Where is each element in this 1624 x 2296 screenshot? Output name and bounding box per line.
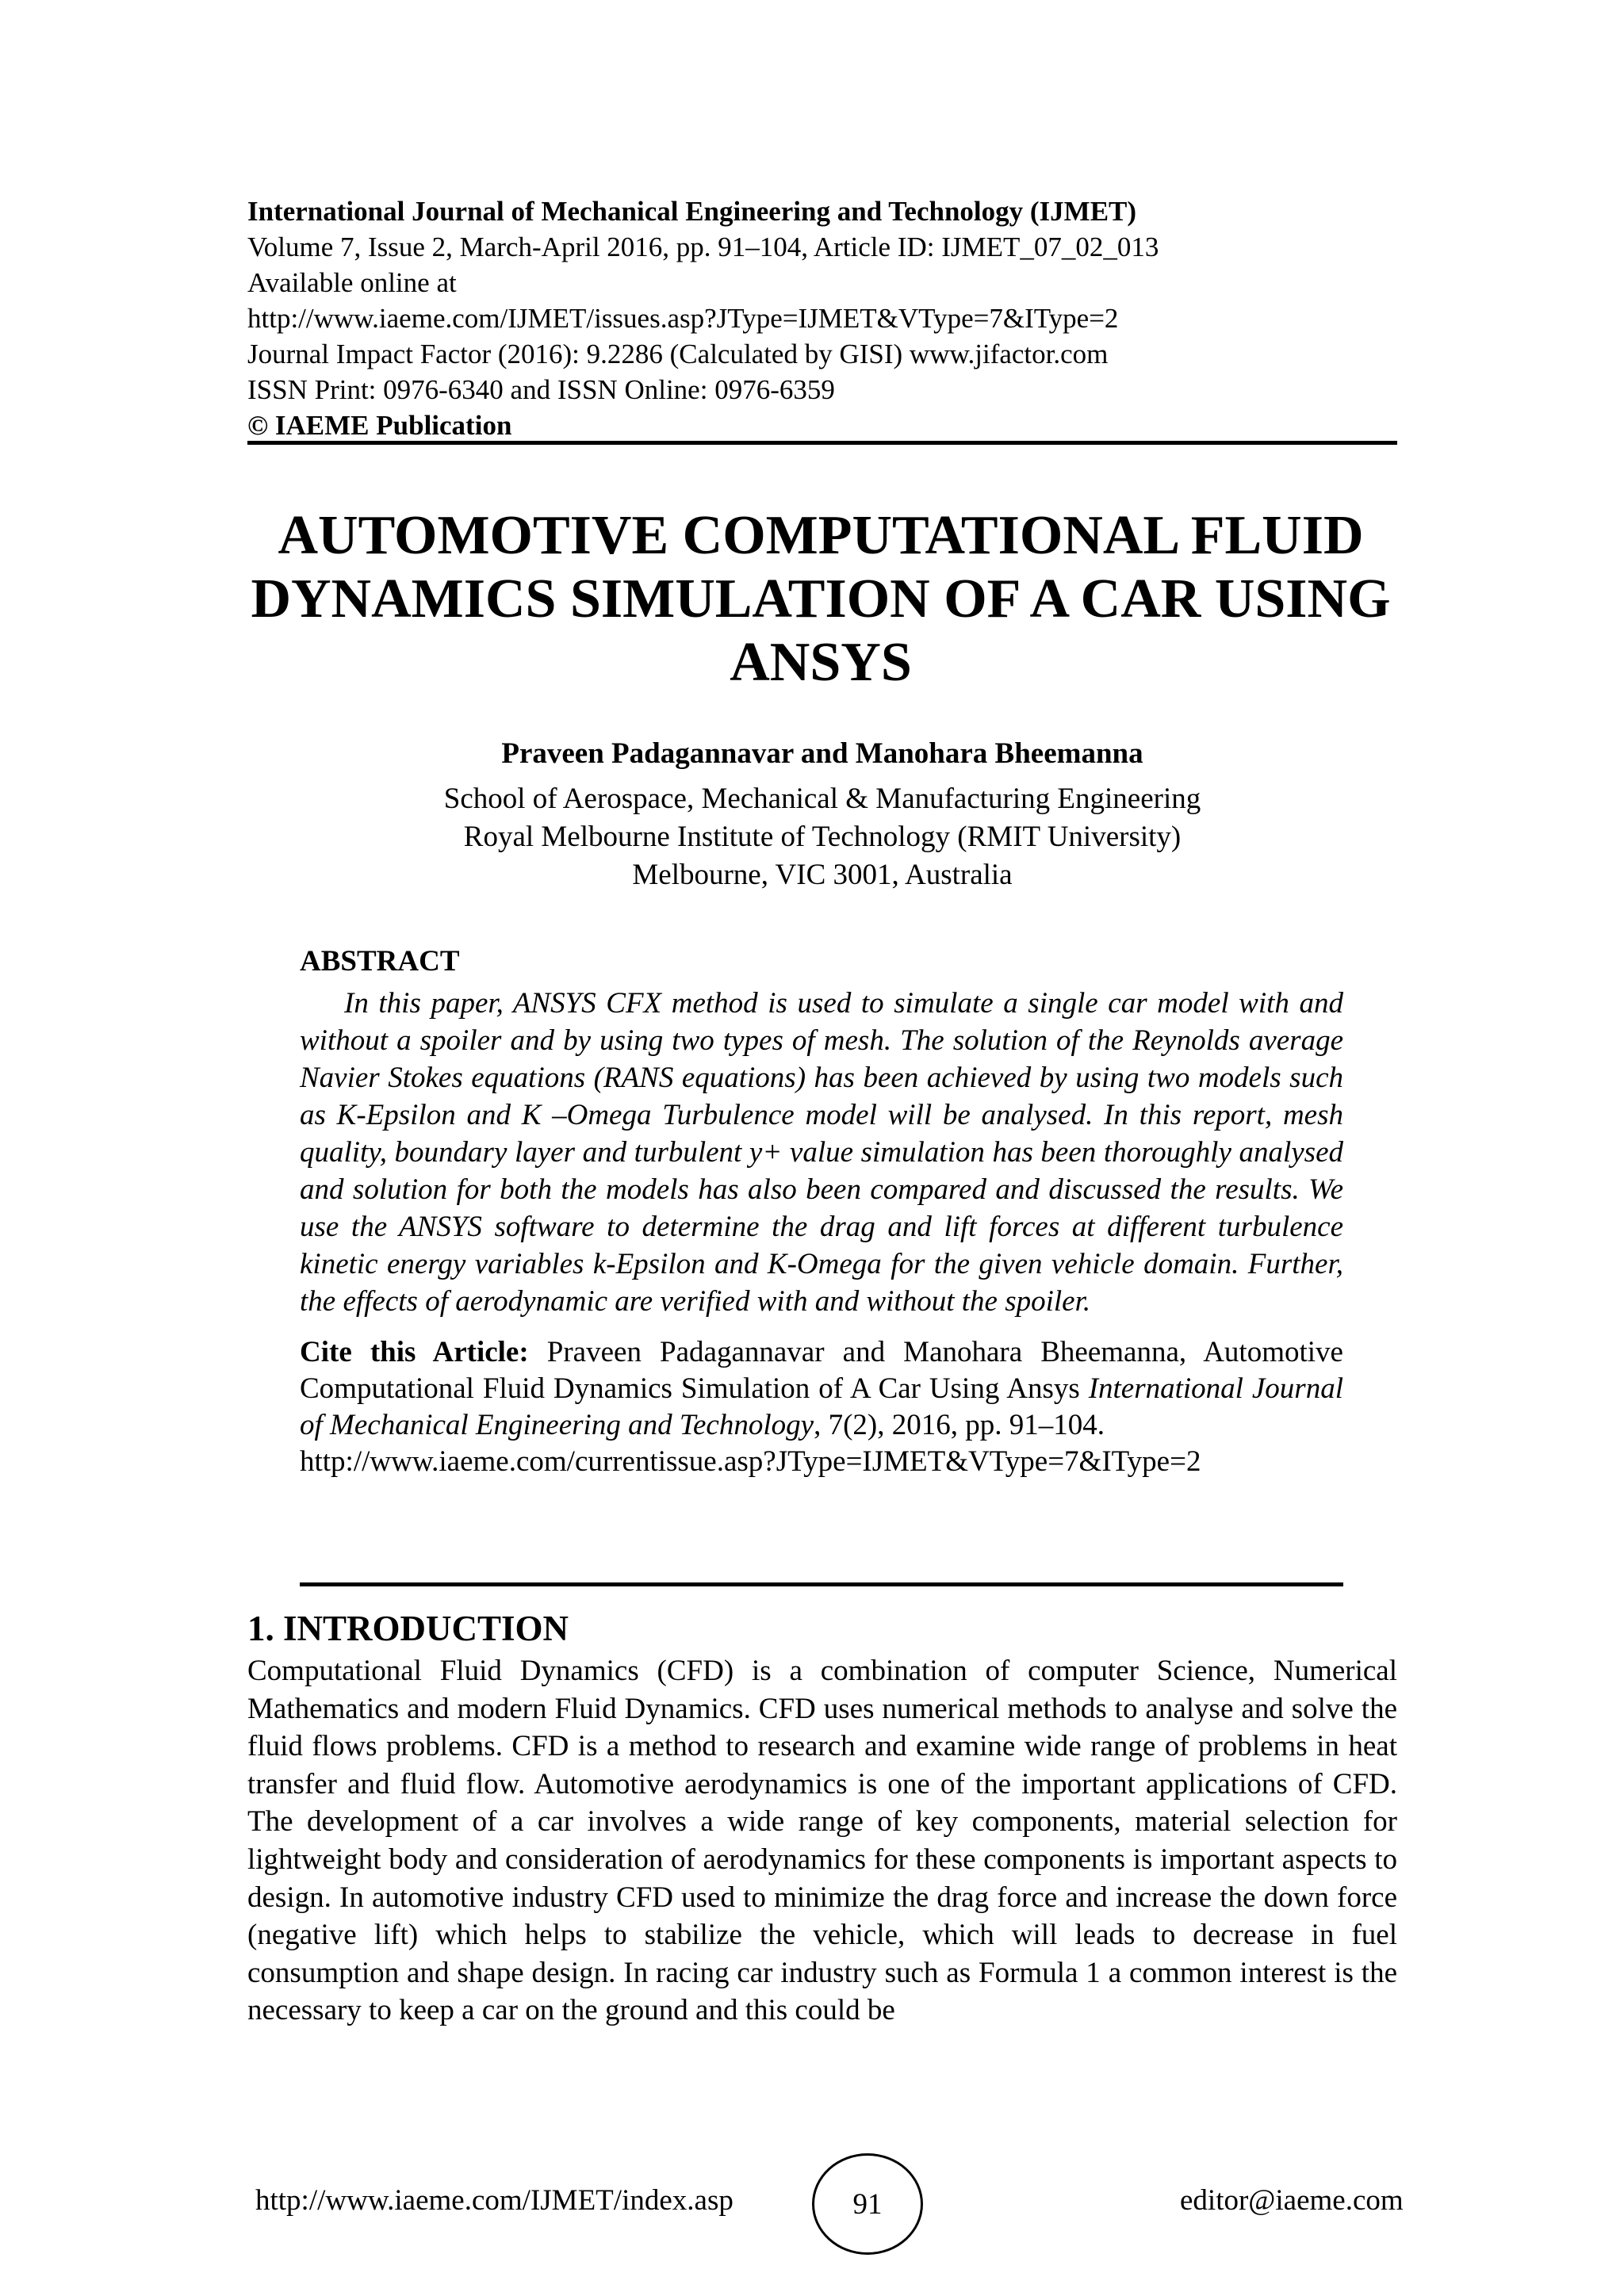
abstract-block	[300, 943, 1343, 1480]
title-line: AUTOMOTIVE COMPUTATIONAL FLUID	[278, 505, 1364, 566]
available-online: Available online at	[247, 267, 457, 298]
page-number: 91	[852, 2187, 883, 2221]
publisher-copyright: © IAEME Publication	[247, 410, 512, 441]
volume-info: Volume 7, Issue 2, March-April 2016, pp. 91–104, Article ID: IJMET_07_02_013	[247, 232, 1159, 262]
introduction-section	[247, 1606, 1397, 2030]
issue-url[interactable]: http://www.iaeme.com/IJMET/issues.asp?JType=IJMET&VType=7&IType=2	[247, 303, 1119, 334]
affiliation-line: Melbourne, VIC 3001, Australia	[632, 859, 1013, 891]
page-number-circle	[812, 2153, 923, 2255]
affiliation-line: School of Aerospace, Mechanical & Manufacturing Engineering	[443, 783, 1201, 815]
journal-name: International Journal of Mechanical Engineering and Technology (IJMET)	[247, 196, 1137, 227]
cite-label: Cite this Article:	[300, 1336, 529, 1368]
journal-header	[247, 193, 1397, 443]
citation-divider	[300, 1582, 1343, 1586]
cite-details: , 7(2), 2016, pp. 91–104.	[814, 1409, 1105, 1441]
cite-url[interactable]: http://www.iaeme.com/currentissue.asp?JType=IJMET&VType=7&IType=2	[300, 1445, 1201, 1478]
cite-journal: International Journal of Mechanical Engineering and Technology	[300, 1372, 1343, 1441]
impact-factor: Journal Impact Factor (2016): 9.2286 (Calculated by GISI) www.jifactor.com	[247, 339, 1109, 369]
footer-email[interactable]: editor@iaeme.com	[1180, 2184, 1404, 2217]
issn-info: ISSN Print: 0976-6340 and ISSN Online: 0976-6359	[247, 374, 835, 405]
title-line: ANSYS	[730, 632, 912, 693]
citation	[300, 1334, 1343, 1480]
affiliation-line: Royal Melbourne Institute of Technology (RMIT University)	[463, 821, 1182, 853]
footer-journal-url[interactable]: http://www.iaeme.com/IJMET/index.asp	[255, 2184, 733, 2217]
abstract-heading: ABSTRACT	[300, 945, 460, 978]
header-divider	[247, 441, 1397, 445]
title-line: DYNAMICS SIMULATION OF A CAR USING	[251, 568, 1391, 629]
affiliation	[247, 780, 1397, 894]
abstract-body: In this paper, ANSYS CFX method is used to simulate a single car model with and without a spoiler and by using two types of mesh. The solution of the Reynolds average Navier Stokes equations (RANS equations) has been achieved by using two models such as K-Epsilon and K –Omega Turbulence model will be analysed. In this report, mesh quality, boundary layer and turbulent y+ value simulation has been thoroughly analysed and solution for both the models has also been compared and discussed the results. We use the ANSYS software to determine the drag and lift forces at different turbulence kinetic energy variables k-Epsilon and K-Omega for the given vehicle domain. Further, the effects of aerodynamic are verified with and without the spoiler.	[300, 987, 1343, 1318]
section-heading: 1. INTRODUCTION	[247, 1609, 569, 1648]
section-body: Computational Fluid Dynamics (CFD) is a combination of computer Science, Numerical Mathematics and modern Fluid Dynamics. CFD uses numerical methods to analyse and solve the fluid flows problems. CFD is a method to research and examine wide range of problems in heat transfer and fluid flow. Automotive aerodynamics is one of the important applications of CFD. The development of a car involves a wide range of key components, material selection for lightweight body and consideration of aerodynamics for these components is important aspects to design. In automotive industry CFD used to minimize the drag force and increase the down force (negative lift) which helps to stabilize the vehicle, which will leads to decrease in fuel consumption and shape design. In racing car industry such as Formula 1 a common interest is the necessary to keep a car on the ground and this could be	[247, 1655, 1397, 2027]
paper-title	[222, 504, 1419, 695]
author-names: Praveen Padagannavar and Manohara Bheemanna	[501, 737, 1143, 770]
cite-authors: Praveen Padagannavar and Manohara Bheemanna, Automotive Computational Fluid Dynamics Simulation of A Car Using Ansys	[300, 1336, 1343, 1405]
page-footer	[0, 2153, 1624, 2241]
